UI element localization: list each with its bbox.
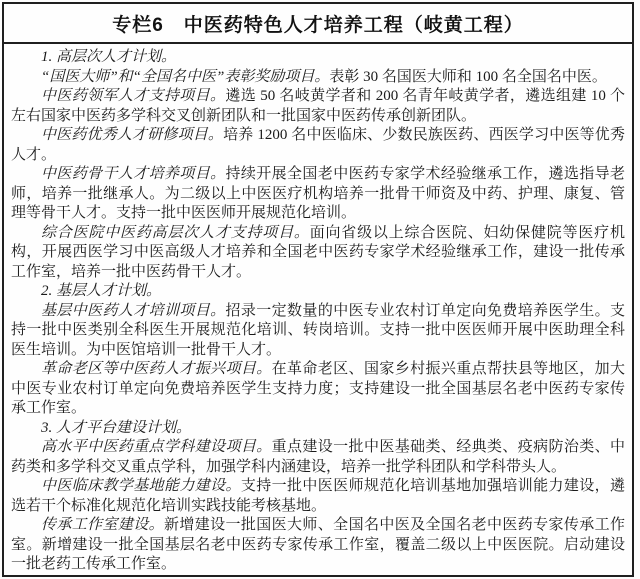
- section-heading: [11, 48, 625, 68]
- paragraph-lead: 革命老区等中医药人才振兴项目。: [41, 361, 272, 377]
- section-heading: [11, 282, 625, 302]
- paragraph-lead: 中医药领军人才支持项目。: [41, 88, 226, 104]
- paragraph: [11, 165, 625, 224]
- paragraph-lead: 中医药骨干人才培养项目。: [41, 166, 226, 182]
- paragraph: [11, 360, 625, 419]
- paragraph: [11, 68, 625, 88]
- paragraph-lead: 中医临床教学基地能力建设。: [41, 478, 241, 494]
- paragraph-rest: 培养 1200 名中医临床、少数民族医药、西医学习中医等优秀人才。: [11, 127, 625, 163]
- paragraph-rest: 在革命老区、国家乡村振兴重点帮扶县等地区，加大中医专业农村订单定向免费培养医学生支持力度；支持建设一批全国基层名老中医药专家传承工作室。: [11, 361, 625, 416]
- paragraph-lead: 3. 人才平台建设计划。: [41, 419, 192, 436]
- paragraph-rest: 面向省级以上综合医院、妇幼保健院等医疗机构，开展西医学习中医高级人才培养和全国老中医药专家学术经验继承工作，建设一批传承工作室，培养一批中医药骨干人才。: [11, 224, 625, 280]
- panel-title: 专栏6 中医药特色人才培养工程（岐黄工程）: [4, 4, 632, 44]
- panel-body: [4, 44, 632, 575]
- paragraph: [11, 87, 625, 126]
- paragraph-rest: 支持一批中医医师规范化培训基地加强培训能力建设，遴选若干个标准化规范化培训实践技能考核基地。: [11, 478, 625, 514]
- paragraph: [11, 224, 625, 283]
- paragraph-lead: 综合医院中医药高层次人才支持项目。: [41, 224, 310, 241]
- paragraph: [11, 126, 625, 165]
- paragraph: [11, 477, 625, 516]
- paragraph-rest: 招录一定数量的中医专业农村订单定向免费培养医学生。支持一批中医类别全科医生开展规范化培训、转岗培训。支持一批中医医师开展中医助理全科医生培训。为中医馆培训一批骨干人才。: [11, 302, 625, 358]
- paragraph-lead: 基层中医药人才培训项目。: [41, 302, 226, 319]
- paragraph: [11, 516, 625, 575]
- paragraph: [11, 302, 625, 361]
- special-column-panel: [2, 2, 634, 577]
- section-heading: [11, 419, 625, 439]
- paragraph-lead: 中医药优秀人才研修项目。: [41, 127, 224, 143]
- paragraph: [11, 438, 625, 477]
- paragraph-lead: 1. 高层次人才计划。: [41, 49, 177, 65]
- paragraph-lead: 2. 基层人才计划。: [41, 283, 162, 299]
- paragraph-lead: 高水平中医药重点学科建设项目。: [41, 439, 272, 455]
- paragraph-lead: “国医大师”和“全国名中医”表彰奖励项目。: [41, 68, 330, 85]
- paragraph-rest: 表彰 30 名国医大师和 100 名全国名中医。: [329, 68, 607, 85]
- paragraph-rest: 遴选 50 名岐黄学者和 200 名青年岐黄学者，遴选组建 10 个左右国家中医药多学科交叉创新团队和一批国家中医药传承创新团队。: [11, 88, 625, 124]
- paragraph-rest: 持续开展全国老中医药专家学术经验继承工作，遴选指导老师，培养一批继承人。为二级以上中医医疗机构培养一批骨干师资及中药、护理、康复、管理等骨干人才。支持一批中医医师开展规范化培训。: [11, 166, 625, 221]
- paragraph-rest: 重点建设一批中医基础类、经典类、疫病防治类、中药类和多学科交叉重点学科，加强学科内涵建设，培养一批学科团队和学科带头人。: [11, 439, 625, 475]
- paragraph-rest: 新增建设一批国医大师、全国名中医及全国名老中医药专家传承工作室。新增建设一批全国基层名老中医药专家传承工作室，覆盖二级以上中医医院。启动建设一批老药工传承工作室。: [11, 517, 625, 572]
- paragraph-lead: 传承工作室建设。: [41, 517, 165, 533]
